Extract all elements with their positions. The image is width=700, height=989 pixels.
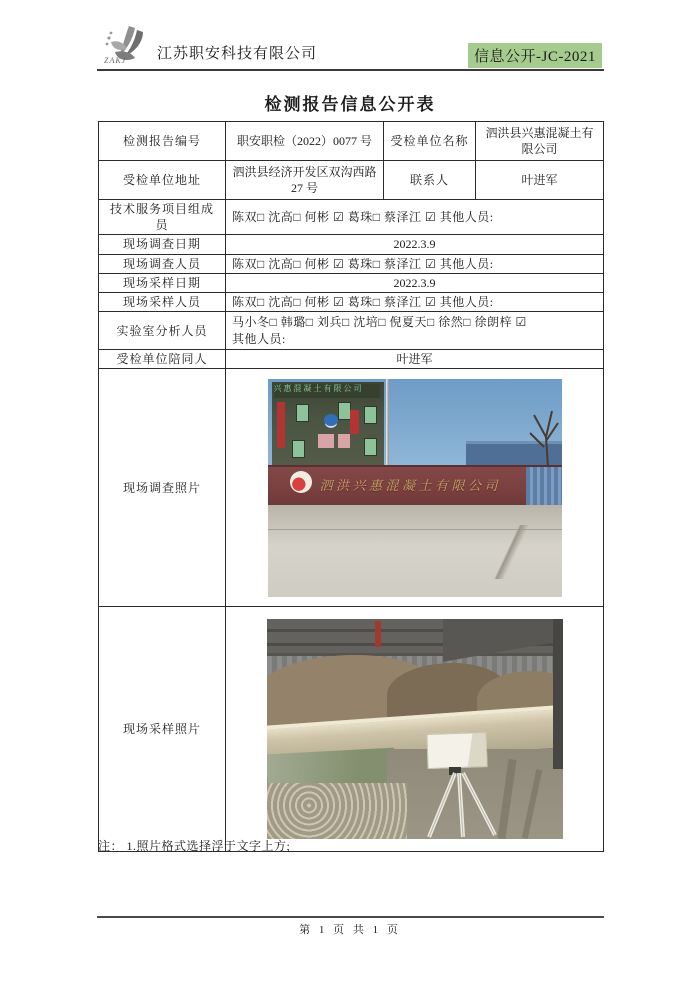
table-row <box>99 161 604 200</box>
escort-value: 叶进军 <box>226 350 604 369</box>
flagpole <box>386 379 389 471</box>
lab-staff-line1: 马小冬□ 韩璐□ 刘兵□ 沈培□ 倪夏天□ 徐然□ 徐朗梓 ☑ <box>232 315 527 330</box>
sampler-instrument-box <box>426 732 487 769</box>
right-wall-edge <box>553 619 563 769</box>
table-row <box>99 122 604 161</box>
survey-staff-label: 现场调查人员 <box>99 254 226 273</box>
page-title: 检测报告信息公开表 <box>264 95 436 114</box>
table-row <box>99 369 604 607</box>
sampling-date-value: 2022.3.9 <box>226 273 604 292</box>
red-column <box>375 621 381 647</box>
report-no-value: 职安职检（2022）0077 号 <box>226 122 384 161</box>
tripod-legs <box>407 769 517 839</box>
table-row <box>99 350 604 369</box>
survey-date-value: 2022.3.9 <box>226 235 604 254</box>
lab-staff-checkboxes <box>226 312 604 350</box>
table-row <box>99 273 604 292</box>
survey-date-label: 现场调查日期 <box>99 235 226 254</box>
company-name: 江苏职安科技有限公司 <box>157 46 318 62</box>
maroon-wall <box>268 465 562 507</box>
escort-label: 受检单位陪同人 <box>99 350 226 369</box>
unit-name-value: 泗洪县兴惠混凝土有限公司 <box>476 122 604 161</box>
sampling-photo <box>267 619 563 839</box>
address-value: 泗洪县经济开发区双沟西路 27 号 <box>226 161 384 200</box>
wall-banner-text: 泗洪兴惠混凝土有限公司 <box>319 477 502 493</box>
survey-staff-checkboxes: 陈双□ 沈高□ 何彬 ☑ 葛珠□ 蔡泽江 ☑ 其他人员: <box>226 254 604 273</box>
lab-staff-line2: 其他人员: <box>232 331 286 346</box>
sampling-staff-label: 现场采样人员 <box>99 292 226 311</box>
table-row <box>99 200 604 235</box>
address-label: 受检单位地址 <box>99 161 226 200</box>
unit-name-label: 受检单位名称 <box>384 122 476 161</box>
survey-photo-cell <box>226 369 604 607</box>
note-text: 注： 1.照片格式选择浮于文字上方; <box>98 839 291 853</box>
table-row <box>99 235 604 254</box>
team-label: 技术服务项目组成员 <box>99 200 226 235</box>
logo-zakj-text: ZAKJ <box>104 56 127 65</box>
doc-code: 信息公开-JC-2021 <box>468 43 602 68</box>
factory-building <box>272 382 384 470</box>
sampling-staff-checkboxes: 陈双□ 沈高□ 何彬 ☑ 葛珠□ 蔡泽江 ☑ 其他人员: <box>226 292 604 311</box>
table-row <box>99 607 604 852</box>
sampling-photo-label: 现场采样照片 <box>99 607 226 852</box>
report-info-table <box>98 121 604 852</box>
survey-photo-label: 现场调查照片 <box>99 369 226 607</box>
survey-photo <box>268 379 562 597</box>
wall-emblem <box>290 471 312 493</box>
building-emblem <box>324 414 338 426</box>
bare-tree <box>500 397 560 467</box>
table-row <box>99 254 604 273</box>
header-divider <box>97 69 604 71</box>
team-checkboxes: 陈双□ 沈高□ 何彬 ☑ 葛珠□ 蔡泽江 ☑ 其他人员: <box>226 200 604 235</box>
ground-streak <box>466 525 556 579</box>
contact-label: 联系人 <box>384 161 476 200</box>
table-row <box>99 312 604 350</box>
contact-value: 叶进军 <box>476 161 604 200</box>
sampling-photo-cell <box>226 607 604 852</box>
table-row <box>99 292 604 311</box>
page-number: 第 1 页 共 1 页 <box>299 924 401 936</box>
footer-divider <box>97 916 604 918</box>
report-no-label: 检测报告编号 <box>99 122 226 161</box>
sampling-date-label: 现场采样日期 <box>99 273 226 292</box>
foreground-gravel <box>267 783 407 839</box>
lab-staff-label: 实验室分析人员 <box>99 312 226 350</box>
building-sign-text: 兴惠混凝土有限公司 <box>274 384 380 398</box>
